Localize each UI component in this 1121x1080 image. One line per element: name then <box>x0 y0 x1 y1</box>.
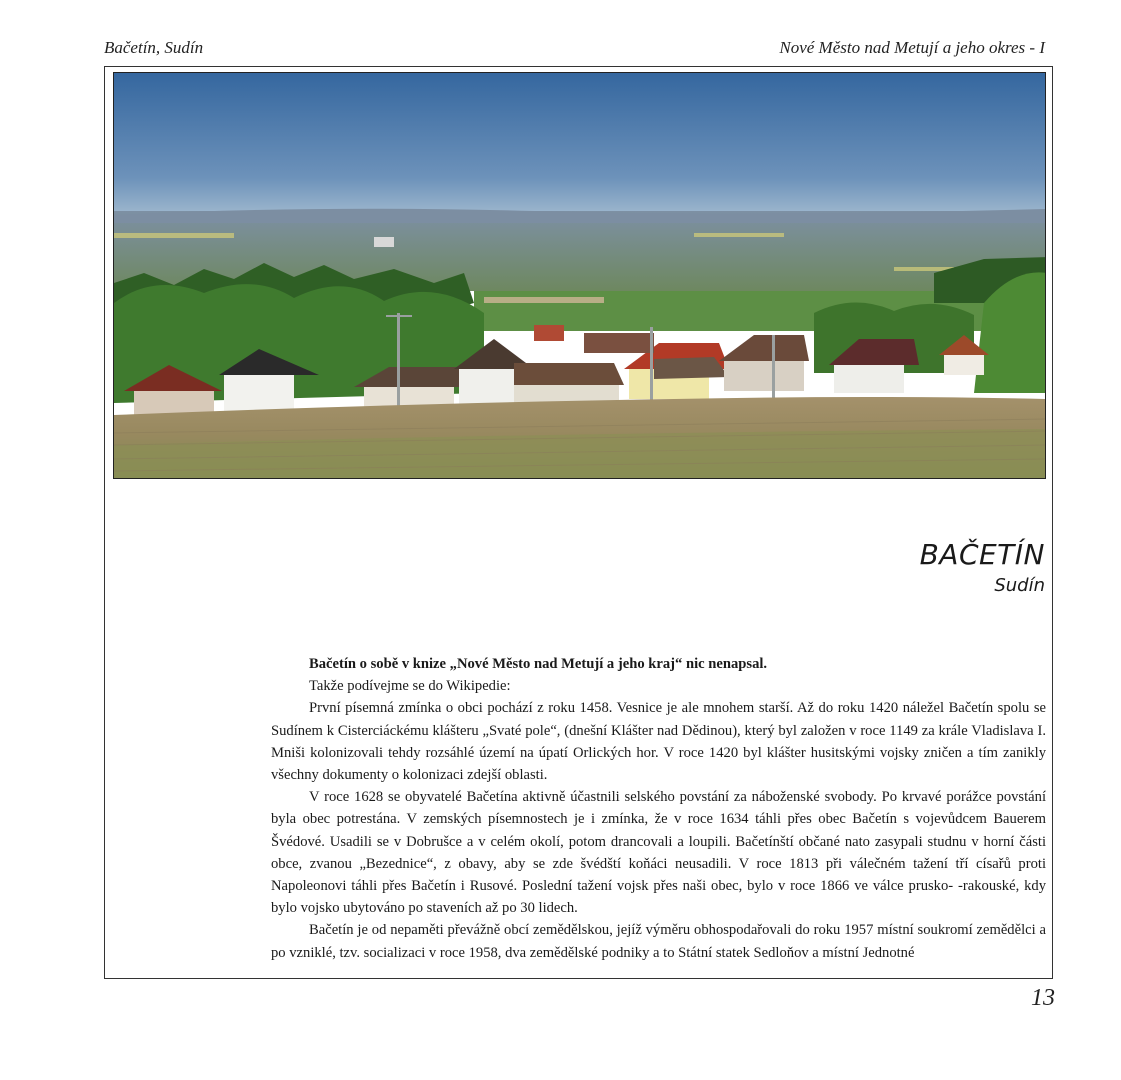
article-subtitle: Sudín <box>994 575 1045 596</box>
page-number: 13 <box>1031 985 1055 1011</box>
paragraph: Bačetín o sobě v knize „Nové Město nad Metují a jeho kraj“ nic nenapsal. <box>309 656 768 672</box>
running-header-right: Nové Město nad Metují a jeho okres - I <box>779 38 1045 57</box>
running-header-left: Bačetín, Sudín <box>104 38 204 57</box>
village-landscape-photo <box>113 72 1046 479</box>
paragraph: V roce 1628 se obyvatelé Bačetína aktivně účastnili selského povstání za náboženské svobody. Po krvavé porážce povstání byla obec potrestána. V zemských písemnostech je i zmínka, že v roce 1634 táhli přes obec Bačetín s vojevůdcem Bauerem Švédové. Usadili se v Dobrušce a v celém okolí, potom drancovali a loupili. Bačetínští občané nato zasypali studnu v horní části obce, zvanou „Bezednice“, z obavy, aby se zde švédští koňáci neusadili. V roce 1813 při válečném tažení tří císařů proti Napoleonovi táhli přes Bačetín i Rusové. Poslední tažení vojsk přes naši obec, bylo v roce 1866 ve válce prusko- -rakouské, kdy bylo vojsko ubytováno po staveních až po 30 lidech. <box>271 789 1046 917</box>
paragraph: Takže podívejme se do Wikipedie: <box>309 678 511 695</box>
article-title: BAČETÍN <box>919 538 1045 571</box>
paragraph: První písemná zmínka o obci pochází z roku 1458. Vesnice je ale mnohem starší. Až do roku 1420 náležel Bačetín spolu se Sudínem k Cisterciáckému klášteru „Svaté pole“, (dnešní Klášter nad Dědinou), který byl založen v roce 1149 za krále Vladislava I. Mniši kolonizovali tehdy rozsáhlé území na úpatí Orlických hor. V roce 1420 byl klášter husitskými vojsky zničen a tím zanikly všechny dokumenty o kolonizaci zdejší oblasti. <box>271 700 1046 784</box>
paragraph: Bačetín je od nepaměti převážně obcí zemědělskou, jejíž výměru obhospodařovali do roku 1957 místní soukromí zemědělci a po vzniklé, tzv. socializaci v roce 1958, dva zemědělské podniky a to Státní statek Sedloňov a místní Jednotné <box>271 922 1046 961</box>
article-title-block <box>920 538 1045 596</box>
article-body <box>271 653 1046 964</box>
